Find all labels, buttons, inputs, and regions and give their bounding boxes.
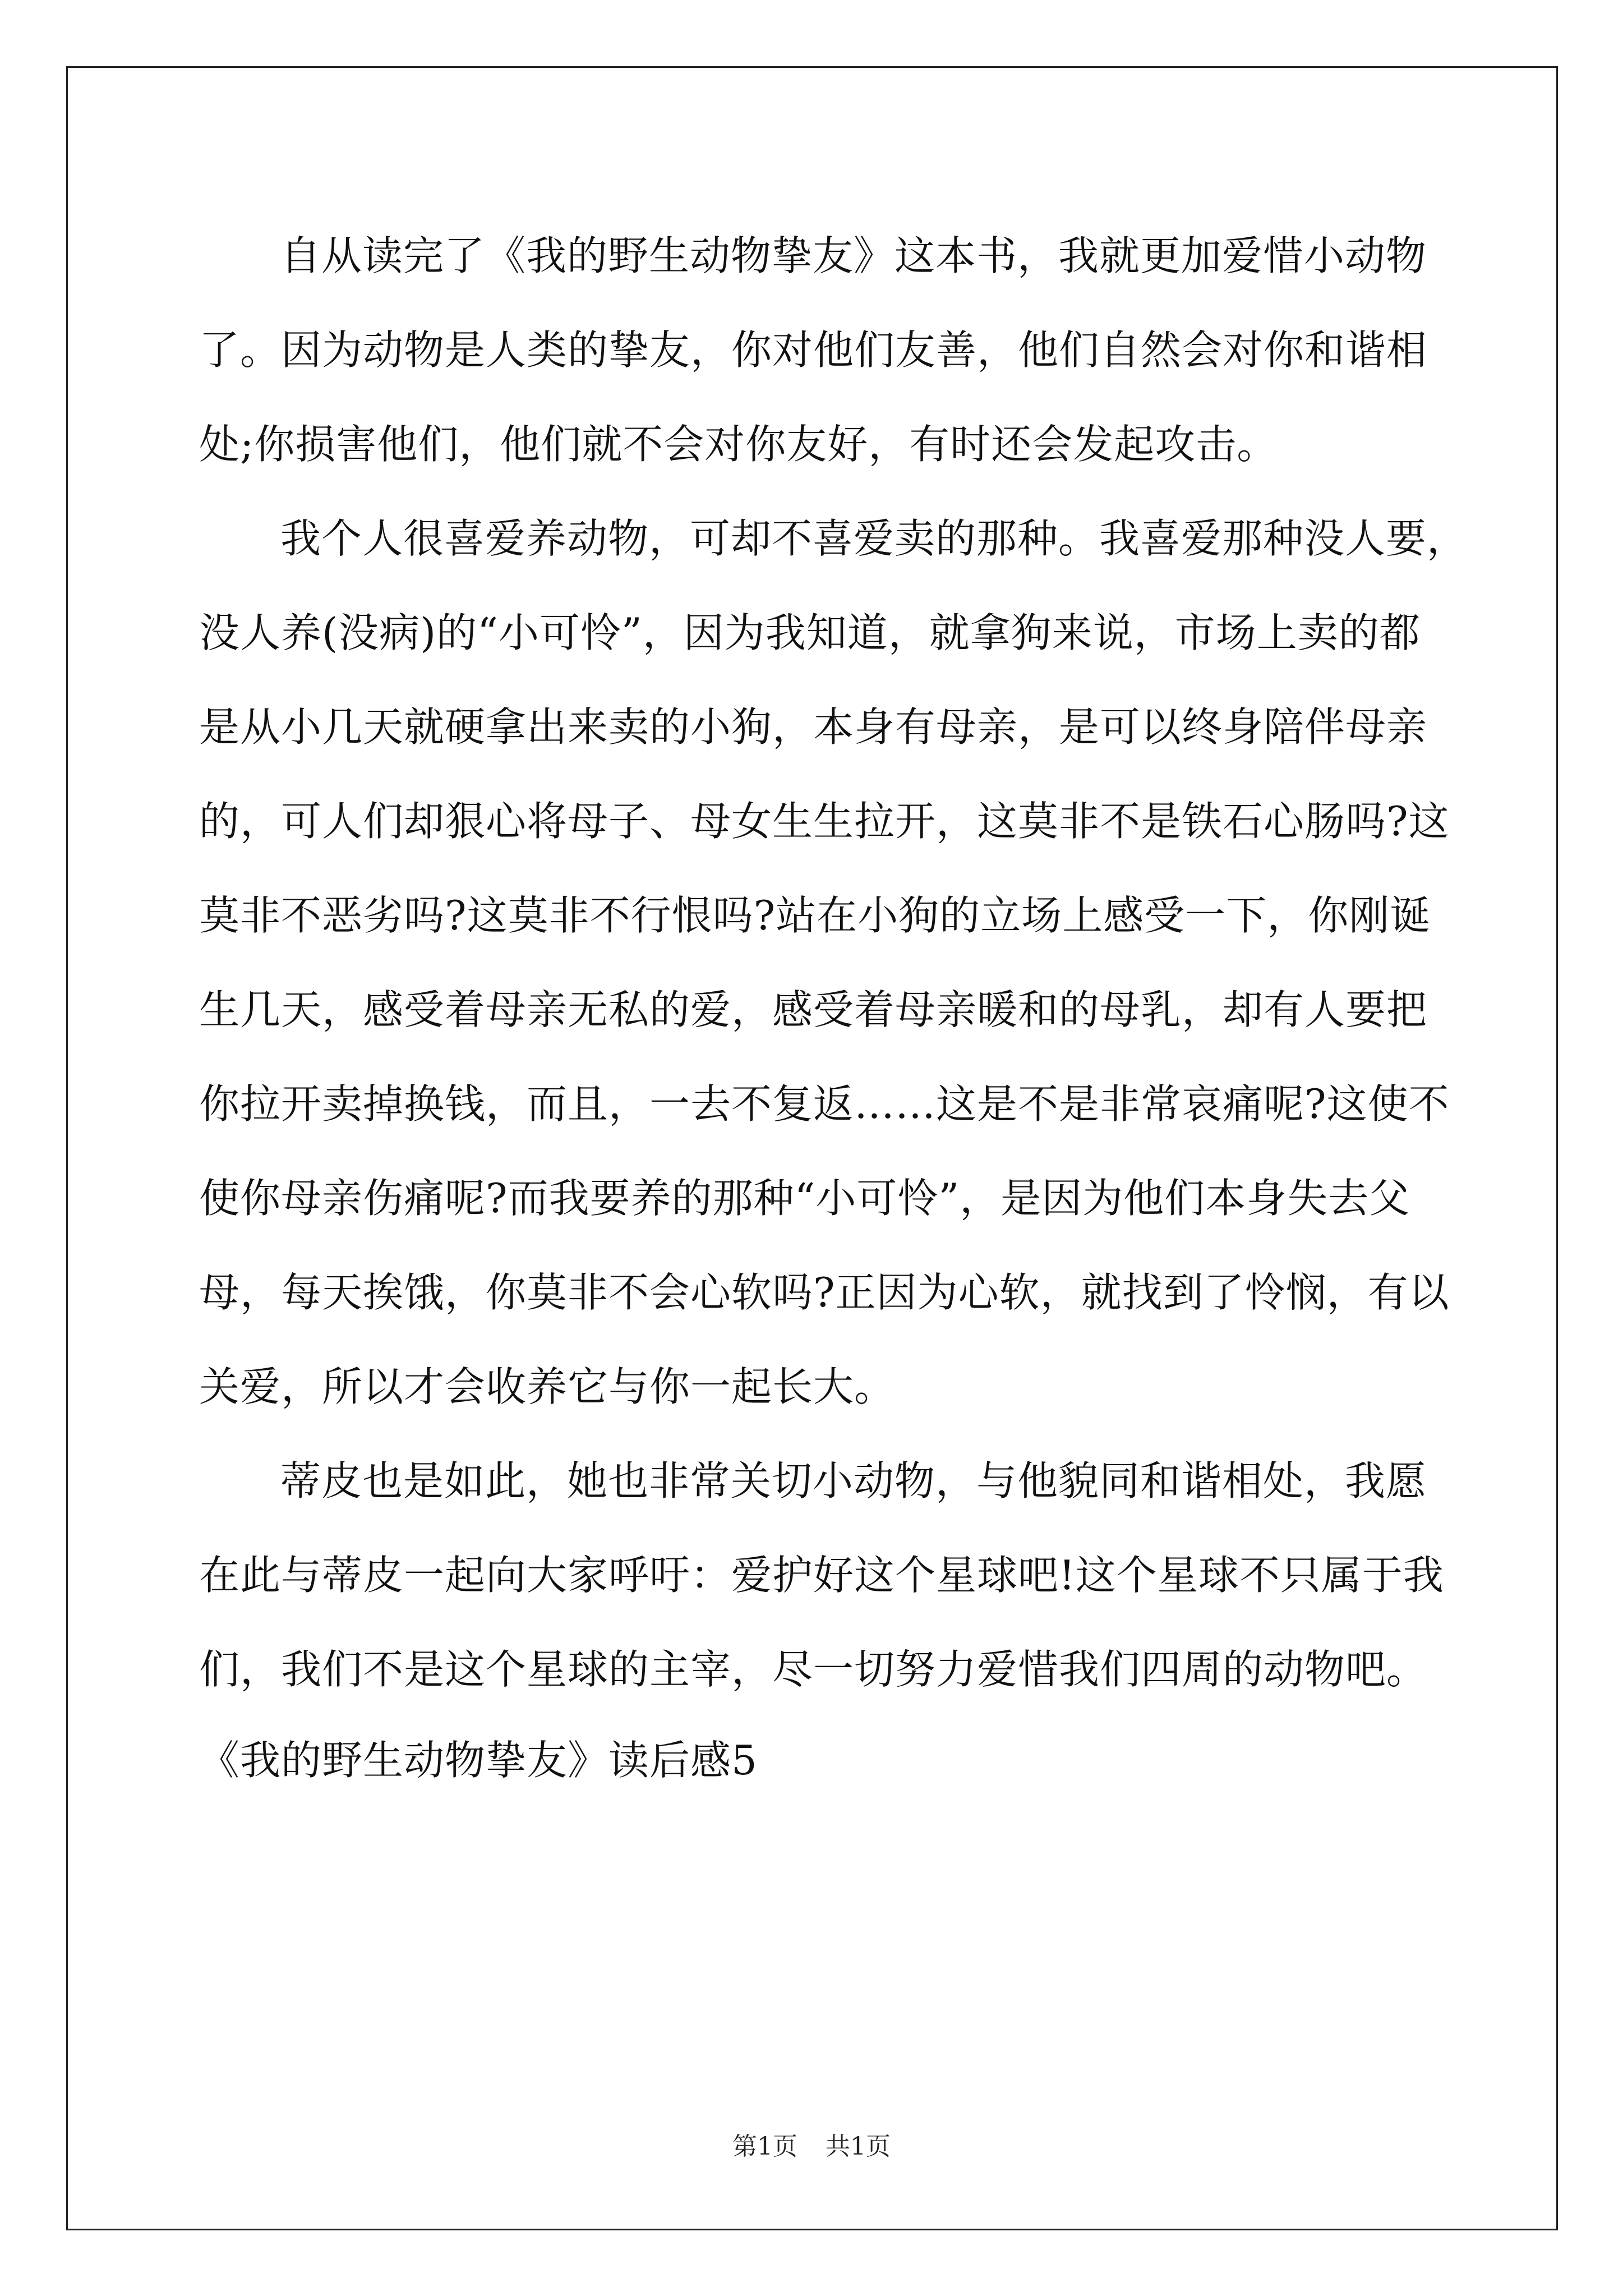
paragraph-3-line-3: 们，我们不是这个星球的主宰，尽一切努力爱惜我们四周的动物吧。 [199, 1646, 1428, 1693]
paragraph-2-line-7: 你拉开卖掉换钱，而且，一去不复返……这是不是非常哀痛呢?这使不 [199, 1080, 1450, 1128]
paragraph-2-line-6: 生几天，感受着母亲无私的爱，感受着母亲暖和的母乳，却有人要把 [199, 986, 1428, 1033]
paragraph-3-line-2: 在此与蒂皮一起向大家呼吁：爱护好这个星球吧!这个星球不只属于我 [199, 1552, 1444, 1599]
paragraph-1-line-1: 自从读完了《我的野生动物挚友》这本书，我就更加爱惜小动物 [280, 232, 1427, 279]
paragraph-2-line-4: 的，可人们却狠心将母子、母女生生拉开，这莫非不是铁石心肠吗?这 [199, 798, 1450, 845]
section-heading: 《我的野生动物挚友》读后感5 [199, 1737, 758, 1784]
page-footer [0, 2126, 1623, 2162]
paragraph-2-line-1: 我个人很喜爱养动物，可却不喜爱卖的那种。我喜爱那种没人要， [280, 515, 1468, 562]
paragraph-2-line-2: 没人养(没病)的“小可怜”，因为我知道，就拿狗来说，市场上卖的都 [199, 609, 1421, 656]
paragraph-1-line-3: 处;你损害他们，他们就不会对你友好，有时还会发起攻击。 [199, 421, 1278, 468]
paragraph-1-line-2: 了。因为动物是人类的挚友，你对他们友善，他们自然会对你和谐相 [199, 326, 1428, 374]
paragraph-2-line-10: 关爱，所以才会收养它与你一起长大。 [199, 1363, 896, 1410]
paragraph-2-line-5: 莫非不恶劣吗?这莫非不行恨吗?站在小狗的立场上感受一下，你刚诞 [199, 892, 1431, 939]
paragraph-2-line-3: 是从小几天就硬拿出来卖的小狗，本身有母亲，是可以终身陪伴母亲 [199, 703, 1428, 751]
paragraph-3-line-1: 蒂皮也是如此，她也非常关切小动物，与他貌同和谐相处，我愿 [280, 1457, 1427, 1504]
page-number-total: 共1页 [826, 2132, 891, 2161]
page-number-current: 第1页 [732, 2132, 797, 2161]
paragraph-2-line-9: 母，每天挨饿，你莫非不会心软吗?正因为心软，就找到了怜悯，有以 [199, 1269, 1450, 1316]
paragraph-2-line-8: 使你母亲伤痛呢?而我要养的那种“小可怜”，是因为他们本身失去父 [199, 1175, 1410, 1222]
page-border [66, 66, 1558, 2230]
